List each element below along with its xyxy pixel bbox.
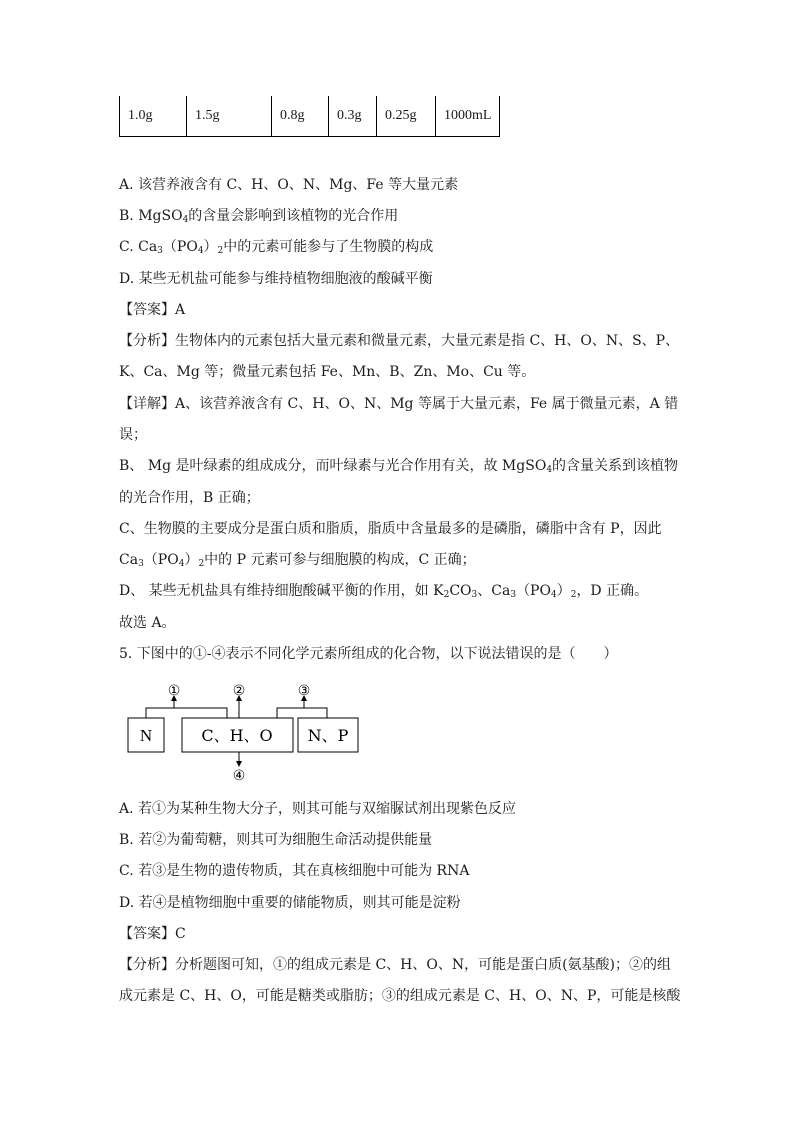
label-4: ④ [232,768,246,784]
label-1: ① [167,683,181,699]
q4-conclusion: 故选 A。 [119,615,176,631]
q5-analysis-line2: 成元素是 C、H、O，可能是糖类或脂肪；③的组成元素是 C、H、O、N、P，可能是核酸 [119,988,681,1004]
text-span: D、 某些无机盐具有维持细胞酸碱平衡的作用，如 K [119,583,444,599]
subscript: 3 [138,559,144,569]
subscript: 4 [546,465,553,475]
subscript: 3 [510,590,517,600]
q4-analysis-line2: K、Ca、Mg 等；微量元素包括 Fe、Mn、B、Zn、Mo、Cu 等。 [119,364,536,380]
q4-option-b [119,206,398,226]
text-span: C. Ca [119,239,158,255]
q4-detail-a-line2: 误； [119,427,147,443]
box-np-label: N、P [307,726,349,745]
text-span: CO [449,583,472,599]
subscript: 4 [178,559,185,569]
q4-detail-a-line1: 【详解】A、该营养液含有 C、H、O、N、Mg 等属于大量元素，Fe 属于微量元素，A 错 [119,396,679,412]
label-3: ③ [297,683,311,699]
q4-detail-d [119,581,648,601]
box-cho-label: C、H、O [201,726,273,745]
subscript: 3 [157,246,163,256]
label-2: ② [232,683,246,699]
text-span: ） [556,583,571,599]
q5-analysis-line1: 【分析】分析题图可知，①的组成元素是 C、H、O、N，可能是蛋白质(氨基酸)；②的组 [119,957,672,973]
q5-stem: 5. 下图中的①-④表示不同化学元素所组成的化合物，以下说法错误的是（ ） [119,646,618,662]
text-span: 中的元素可能参与了生物膜的构成 [223,239,434,255]
subscript: 2 [443,590,450,600]
text-span: 的含量会影响到该植物的光合作用 [188,208,399,224]
subscript: 4 [182,215,189,225]
subscript: 4 [550,590,557,600]
q4-option-d: D. 某些无机盐可能参与维持植物细胞液的酸碱平衡 [119,271,433,287]
text-span: ） [203,239,218,255]
q4-detail-c-line2 [119,550,476,570]
text-span: 中的 P 元素可参与细胞膜的构成，C 正确； [204,552,476,568]
text-span: 、Ca [477,583,511,599]
subscript: 2 [217,246,224,256]
text-span: B. MgSO [119,208,183,224]
table-cell: 1.0g [120,96,187,137]
text-span: 的含量关系到该植物 [552,458,679,474]
table-cell: 0.3g [329,96,377,137]
text-span: （PO [162,239,198,255]
q5-option-a: A. 若①为某种生物大分子，则其可能与双缩脲试剂出现紫色反应 [119,801,517,817]
q4-option-c [119,237,433,257]
q4-answer: 【答案】A [119,302,186,318]
q4-detail-c-line1: C、生物膜的主要成分是蛋白质和脂质，脂质中含量最多的是磷脂，磷脂中含有 P，因此 [119,521,662,537]
table-cell: 1.5g [187,96,272,137]
table-cell: 0.8g [272,96,329,137]
q5-answer: 【答案】C [119,926,186,942]
q4-detail-b-line1 [119,456,678,476]
q5-option-c: C. 若③是生物的遗传物质，其在真核细胞中可能为 RNA [119,863,470,879]
subscript: 3 [471,590,478,600]
q5-option-b: B. 若②为葡萄糖，则其可为细胞生命活动提供能量 [119,832,433,848]
table-cell: 1000mL [436,96,500,137]
text-span: ，D 正确。 [576,583,649,599]
text-span: ） [184,552,199,568]
subscript: 2 [198,559,205,569]
element-composition-diagram [127,680,367,784]
box-n-label: N [139,726,153,745]
text-span: Ca [119,552,139,568]
subscript: 4 [197,246,204,256]
text-span: B、 Mg 是叶绿素的组成成分，而叶绿素与光合作用有关，故 MgSO [119,458,547,474]
q4-option-a: A. 该营养液含有 C、H、O、N、Mg、Fe 等大量元素 [119,177,459,193]
bracket-3 [277,708,327,718]
q5-option-d: D. 若④是植物细胞中重要的储能物质，则其可能是淀粉 [119,895,461,911]
nutrient-table [119,96,500,137]
text-span: （PO [516,583,551,599]
bracket-1 [146,708,227,718]
subscript: 2 [570,590,577,600]
table-cell: 0.25g [377,96,436,137]
text-span: （PO [143,552,179,568]
q4-detail-b-line2: 的光合作用，B 正确； [119,490,260,506]
q4-analysis-line1: 【分析】生物体内的元素包括大量元素和微量元素，大量元素是指 C、H、O、N、S、P、 [119,333,680,349]
table-row [120,96,500,137]
